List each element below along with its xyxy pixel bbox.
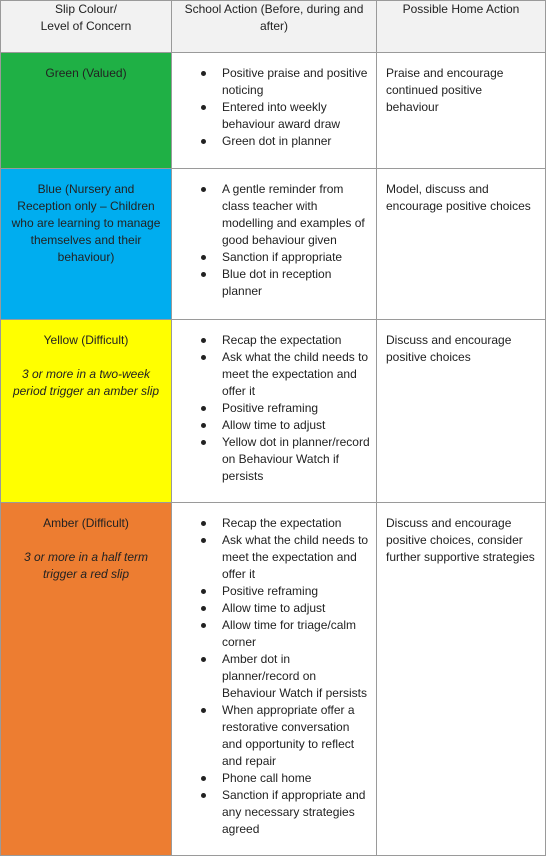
level-name: Amber (Difficult) <box>43 516 129 530</box>
school-action-item: Positive reframing <box>222 400 370 417</box>
level-name: Blue (Nursery and Reception only – Children who are learning to manage themselves and their behaviour) <box>11 182 161 264</box>
school-action-cell <box>172 53 377 169</box>
school-action-item: Amber dot in planner/record on Behaviour Watch if persists <box>222 651 370 702</box>
home-action-cell: Discuss and encourage positive choices <box>377 320 546 503</box>
slip-row-amber <box>1 503 546 856</box>
school-action-item: Green dot in planner <box>222 133 370 150</box>
level-cell <box>1 169 172 320</box>
home-action-cell: Model, discuss and encourage positive choices <box>377 169 546 320</box>
school-action-item: Ask what the child needs to meet the expectation and offer it <box>222 533 369 581</box>
school-action-item: Recap the expectation <box>222 332 370 349</box>
school-action-item: Positive reframing <box>222 583 370 600</box>
school-action-list <box>200 65 370 150</box>
school-action-item: Sanction if appropriate and any necessary strategies agreed <box>222 787 370 838</box>
school-action-item: Positive praise and positive noticing <box>222 65 370 99</box>
school-action-item: A gentle reminder from class teacher with modelling and examples of good behaviour given <box>222 181 370 249</box>
slip-row-yellow <box>1 320 546 503</box>
school-action-item: Allow time for triage/calm corner <box>222 617 370 651</box>
level-cell <box>1 320 172 503</box>
school-action-item: Allow time to adjust <box>222 600 370 617</box>
school-action-item: Allow time to adjust <box>222 417 370 434</box>
school-action-list <box>200 181 370 300</box>
home-action-cell: Discuss and encourage positive choices, consider further supportive strategies <box>377 503 546 856</box>
school-action-item: Recap the expectation <box>222 515 370 532</box>
level-trigger-note: 3 or more in a half term trigger a red slip <box>23 550 149 581</box>
level-cell <box>1 53 172 169</box>
school-action-cell <box>172 169 377 320</box>
school-action-item: Entered into weekly behaviour award draw <box>222 99 370 133</box>
slip-row-blue <box>1 169 546 320</box>
school-action-item: Yellow dot in planner/record on Behaviour Watch if persists <box>222 435 370 483</box>
slip-row-green <box>1 53 546 169</box>
level-cell <box>1 503 172 856</box>
header-home-action: Possible Home Action <box>377 1 546 53</box>
header-level: Slip Colour/ Level of Concern <box>1 1 172 53</box>
school-action-list <box>200 515 370 838</box>
school-action-item: When appropriate offer a restorative conversation and opportunity to reflect and repair <box>222 702 370 770</box>
school-action-cell <box>172 320 377 503</box>
level-trigger-note: 3 or more in a two-week period trigger an amber slip <box>12 367 160 398</box>
level-name: Green (Valued) <box>45 66 127 80</box>
school-action-cell <box>172 503 377 856</box>
header-school-action: School Action (Before, during and after) <box>172 1 377 53</box>
school-action-item: Blue dot in reception planner <box>222 266 370 300</box>
level-name: Yellow (Difficult) <box>43 333 129 347</box>
header-row <box>1 1 546 53</box>
school-action-item: Phone call home <box>222 770 370 787</box>
school-action-item: Ask what the child needs to meet the expectation and offer it <box>222 350 369 398</box>
school-action-list <box>200 332 370 485</box>
school-action-item: Sanction if appropriate <box>222 249 370 266</box>
home-action-cell: Praise and encourage continued positive behaviour <box>377 53 546 169</box>
